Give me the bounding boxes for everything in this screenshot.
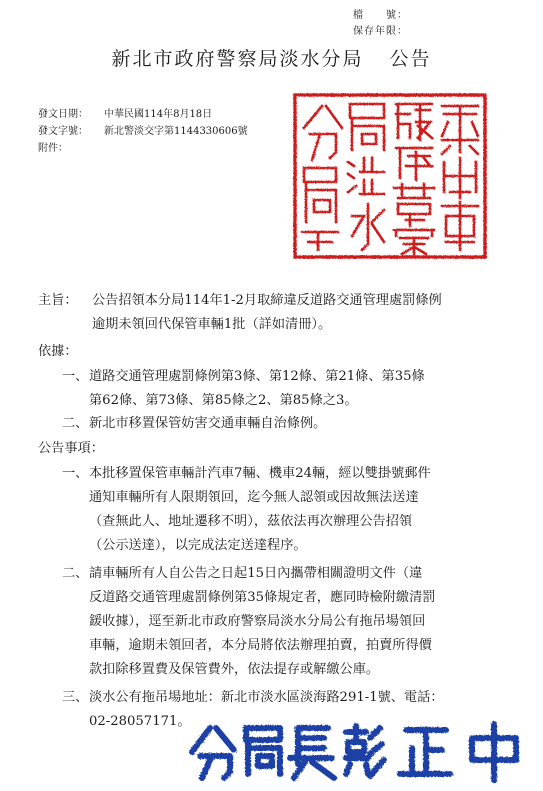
notice-item-line: 款扣除移置費及保管費外，依法提存或解繳公庫。 <box>89 662 380 677</box>
basis-item-line: 道路交通管理處罰條例第3條、第12條、第21條、第35條 <box>89 369 425 384</box>
notice-item-number: 一、 <box>62 466 89 481</box>
subject-label: 主旨： <box>38 293 78 308</box>
notice-item-line: 反道路交通管理處罰條例第35條規定者，應同時檢附繳清罰 <box>89 590 436 605</box>
basis-item-line: 新北市移置保管妨害交通車輛自治條例。 <box>89 416 327 431</box>
retention-period-label: 保存年限： <box>353 26 408 37</box>
notice-item-line: （公示送達），以完成法定送達程序。 <box>89 538 307 553</box>
basis-item-number: 一、 <box>62 369 89 384</box>
notice-item-line: （查無此人、地址遷移不明），茲依法再次辦理公告招領 <box>89 514 413 529</box>
notice-item-number: 三、 <box>62 690 89 705</box>
title-doc-type: 公告 <box>389 48 432 70</box>
attachment-label: 附件： <box>38 143 68 154</box>
chief-signature-stamp <box>180 718 530 784</box>
reference-number-value: 新北警淡交字第1144330606號 <box>104 126 248 137</box>
page-title <box>0 44 543 71</box>
official-seal-stamp <box>292 92 488 260</box>
notice-item-line: 鍰收據），逕至新北市政府警察局淡水分局公有拖吊場領回 <box>89 614 426 629</box>
basis-label: 依據： <box>38 344 78 359</box>
notice-item-line: 請車輛所有人自公告之日起15日內攜帶相關證明文件（違 <box>89 566 423 581</box>
notice-item-line: 02-28057171。 <box>89 714 191 729</box>
notice-item-line: 本批移置保管車輛計汽車7輛、機車24輛，經以雙掛號郵件 <box>89 466 431 481</box>
file-number-label: 檔 號： <box>353 10 408 21</box>
notice-item-line: 通知車輛所有人限期領回，迄今無人認領或因故無法送達 <box>89 490 419 505</box>
notice-items-label: 公告事項： <box>38 441 104 456</box>
notice-item-line: 車輛，逾期未領回者，本分局將依法辦理拍賣，拍賣所得價 <box>89 638 432 653</box>
issue-info <box>38 106 248 157</box>
subject-text-line: 逾期未領回代保管車輛1批（詳如清冊）。 <box>92 317 332 332</box>
issue-date-value: 中華民國114年8月18日 <box>104 109 213 120</box>
reference-number-label: 發文字號： <box>38 126 88 137</box>
basis-item-line: 第62條、第73條、第85條之2、第85條之3。 <box>89 393 358 408</box>
notice-item-line: 淡水公有拖吊場地址：新北市淡水區淡海路291-1號、電話： <box>89 690 444 705</box>
basis-item-number: 二、 <box>62 416 89 431</box>
subject-text-line: 公告招領本分局114年1-2月取締違反道路交通管理處罰條例 <box>92 293 442 308</box>
notice-item-number: 二、 <box>62 566 89 581</box>
file-meta <box>340 8 408 40</box>
issue-date-label: 發文日期： <box>38 109 88 120</box>
title-organization: 新北市政府警察局淡水分局 <box>111 48 364 70</box>
